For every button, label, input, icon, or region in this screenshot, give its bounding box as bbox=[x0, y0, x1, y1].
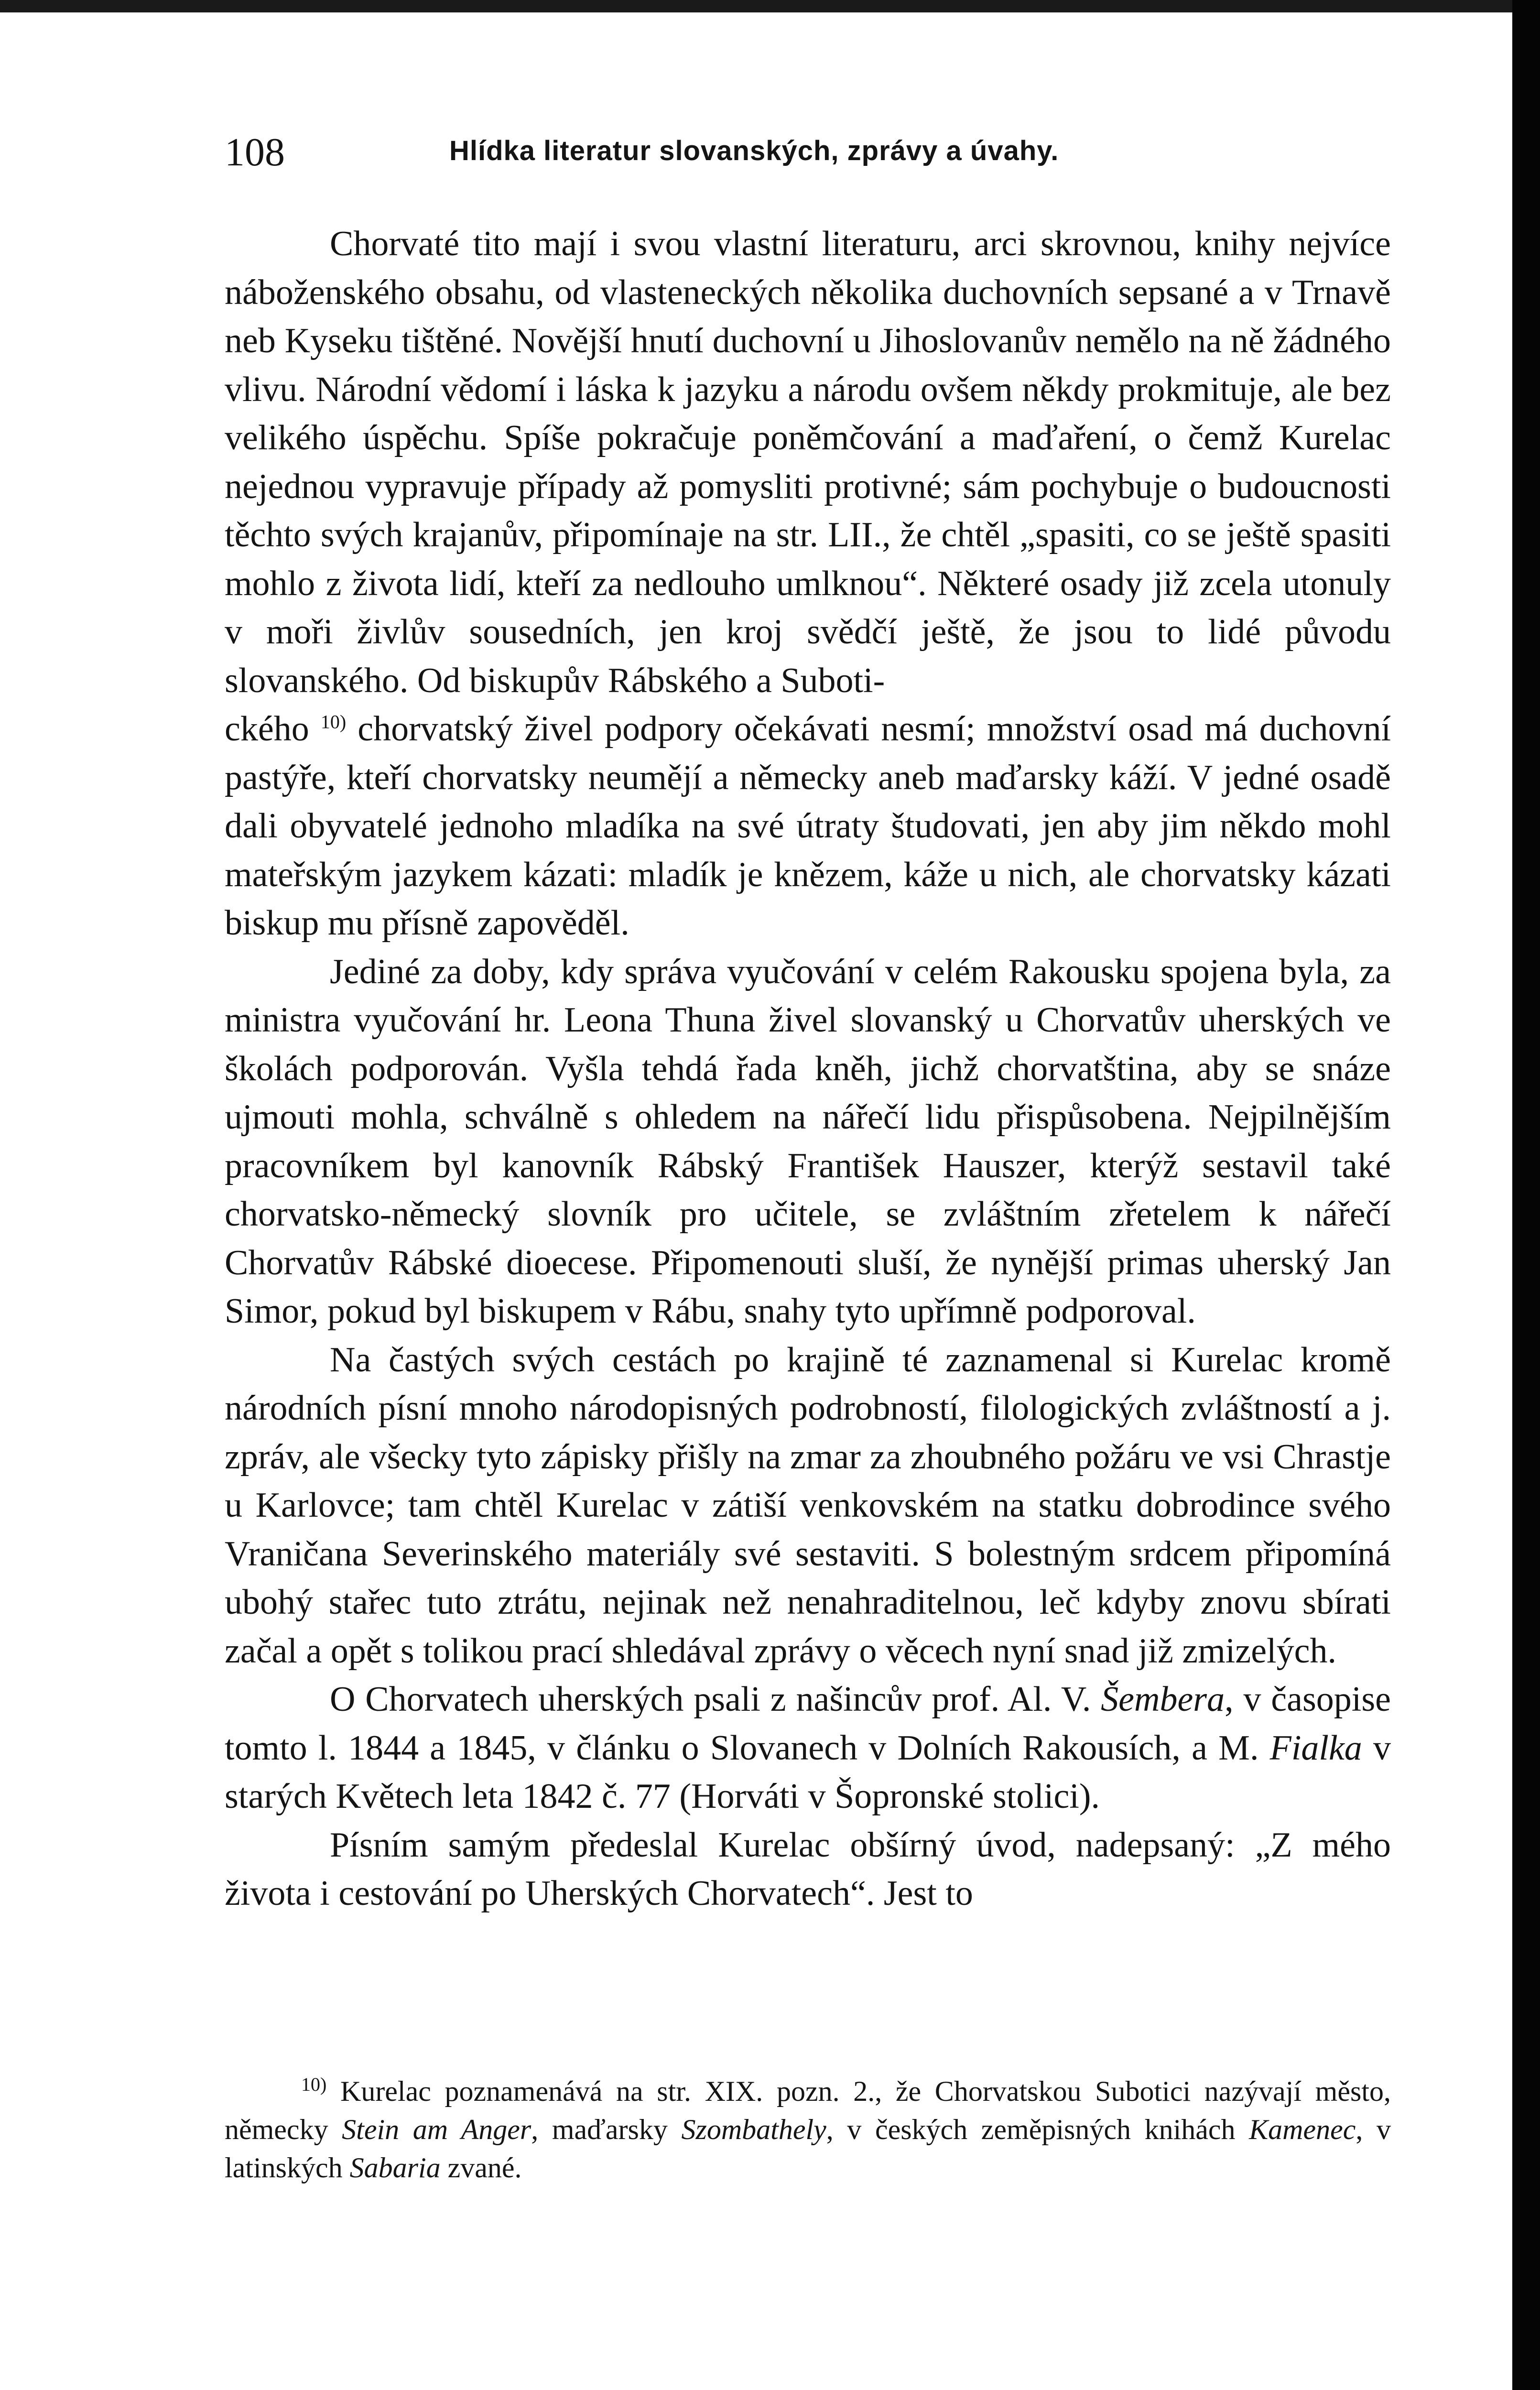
book-page bbox=[225, 110, 1391, 2184]
scan-top-edge bbox=[0, 0, 1540, 12]
body-text bbox=[225, 220, 1391, 1918]
footnote-mark: 10) bbox=[301, 2074, 327, 2095]
page-header bbox=[225, 129, 1391, 186]
footnote-reference[interactable]: 10) bbox=[320, 711, 347, 733]
scan-book-spine bbox=[1512, 0, 1540, 2390]
paragraph-2: Jediné za doby, kdy správa vyučování v celém Rakousku spojena byla, za ministra vyučování hr. Leona Thuna živel slovanský u Chorvatův uherských ve školách podporován. Vyšla tehdá řada kněh, jichž chorvatština, aby se snáze ujmouti mohla, schválně s ohledem na nářečí lidu přispůsobena. Nejpilnějším pracovníkem byl kanovník Rábský František Hauszer, kterýž sestavil také chorvatsko-německý slovník pro učitele, se zvláštním zřetelem k nářečí Chorvatův Rábské dioecese. Připomenouti sluší, že nynější primas uherský Jan Simor, pokud byl biskupem v Rábu, snahy tyto upřímně podporoval. bbox=[225, 952, 1391, 1331]
paragraph-5: Písním samým předeslal Kurelac obšírný úvod, nadepsaný: „Z mého života i cestování po Uherských Chorvatech“. Jest to bbox=[225, 1825, 1391, 1913]
paragraph-3: Na častých svých cestách po krajině té zaznamenal si Kurelac kromě národních písní mnoho národopisných podrobností, filologických zvláštností a j. zpráv, ale všecky tyto zápisky přišly na zmar za zhoubného požáru ve vsi Chrastje u Karlovce; tam chtěl Kurelac v zátiší venkovském na statku dobrodince svého Vraničana Severinského materiály své sestaviti. S bolestným srdcem připomíná ubohý stařec tuto ztrátu, nejinak než nenahraditelnou, leč kdyby znovu sbírati začal a opět s tolikou prací shledával zprávy o věcech nyní snad již zmizelých. bbox=[225, 1340, 1391, 1671]
footnote: $^{10)}$ Kurelac poznamenává na str. XIX. pozn. 2., že Chorvatskou Subotici nazývají město, německy Stein am Anger, maďarsky Szombathely, v českých zeměpisných knihách Kamenec, v latinských Sabaria zvané. bbox=[225, 2074, 1391, 2184]
paragraph-4: O Chorvatech uherských psali z našincův prof. Al. V. Šembera, v časopise tomto l. 1844 a 1845, v článku o Slovanech v Dolních Rakousích, a M. Fialka v starých Květech leta 1842 č. 77 (Horváti v Šopronské stolici). bbox=[225, 1680, 1391, 1816]
page-number: 108 bbox=[225, 130, 285, 174]
running-head: Hlídka literatur slovanských, zprávy a úvahy. bbox=[449, 135, 1059, 166]
paragraph-1: Chorvaté tito mají i svou vlastní literaturu, arci skrovnou, knihy nejvíce náboženského obsahu, od vlasteneckých několika duchovních sepsané a v Trnavě neb Kyseku tištěné. Novější hnutí duchovní u Jihoslovanův nemělo na ně žádného vlivu. Národní vědomí i láska k jazyku a národu ovšem někdy prokmituje, ale bez velikého úspěchu. Spíše pokračuje poněmčování a maďaření, o čemž Kurelac nejednou vypravuje případy až pomysliti protivné; sám pochybuje o budoucnosti těchto svých krajanův, připomínaje na str. LII., že chtěl „spasiti, co se ještě spasiti mohlo z života lidí, kteří za nedlouho umlknou“. Některé osady již zcela utonuly v moři živlův sousedních, jen kroj svědčí ještě, že jsou to lidé původu slovanského. Od biskupův Rábského a Suboti- ckého $^{10)}$ chorvatský živel podpory očekávati nesmí; množství osad má duchovní pastýře, kteří chorvatsky neumějí a německy aneb maďarsky káží. V jedné osadě dali obyvatelé jednoho mladíka na své útraty študovati, jen aby jim někdo mohl mateřským jazykem kázati: mladík je knězem, káže u nich, ale chorvatsky kázati biskup mu přísně zapověděl. bbox=[225, 224, 1391, 943]
